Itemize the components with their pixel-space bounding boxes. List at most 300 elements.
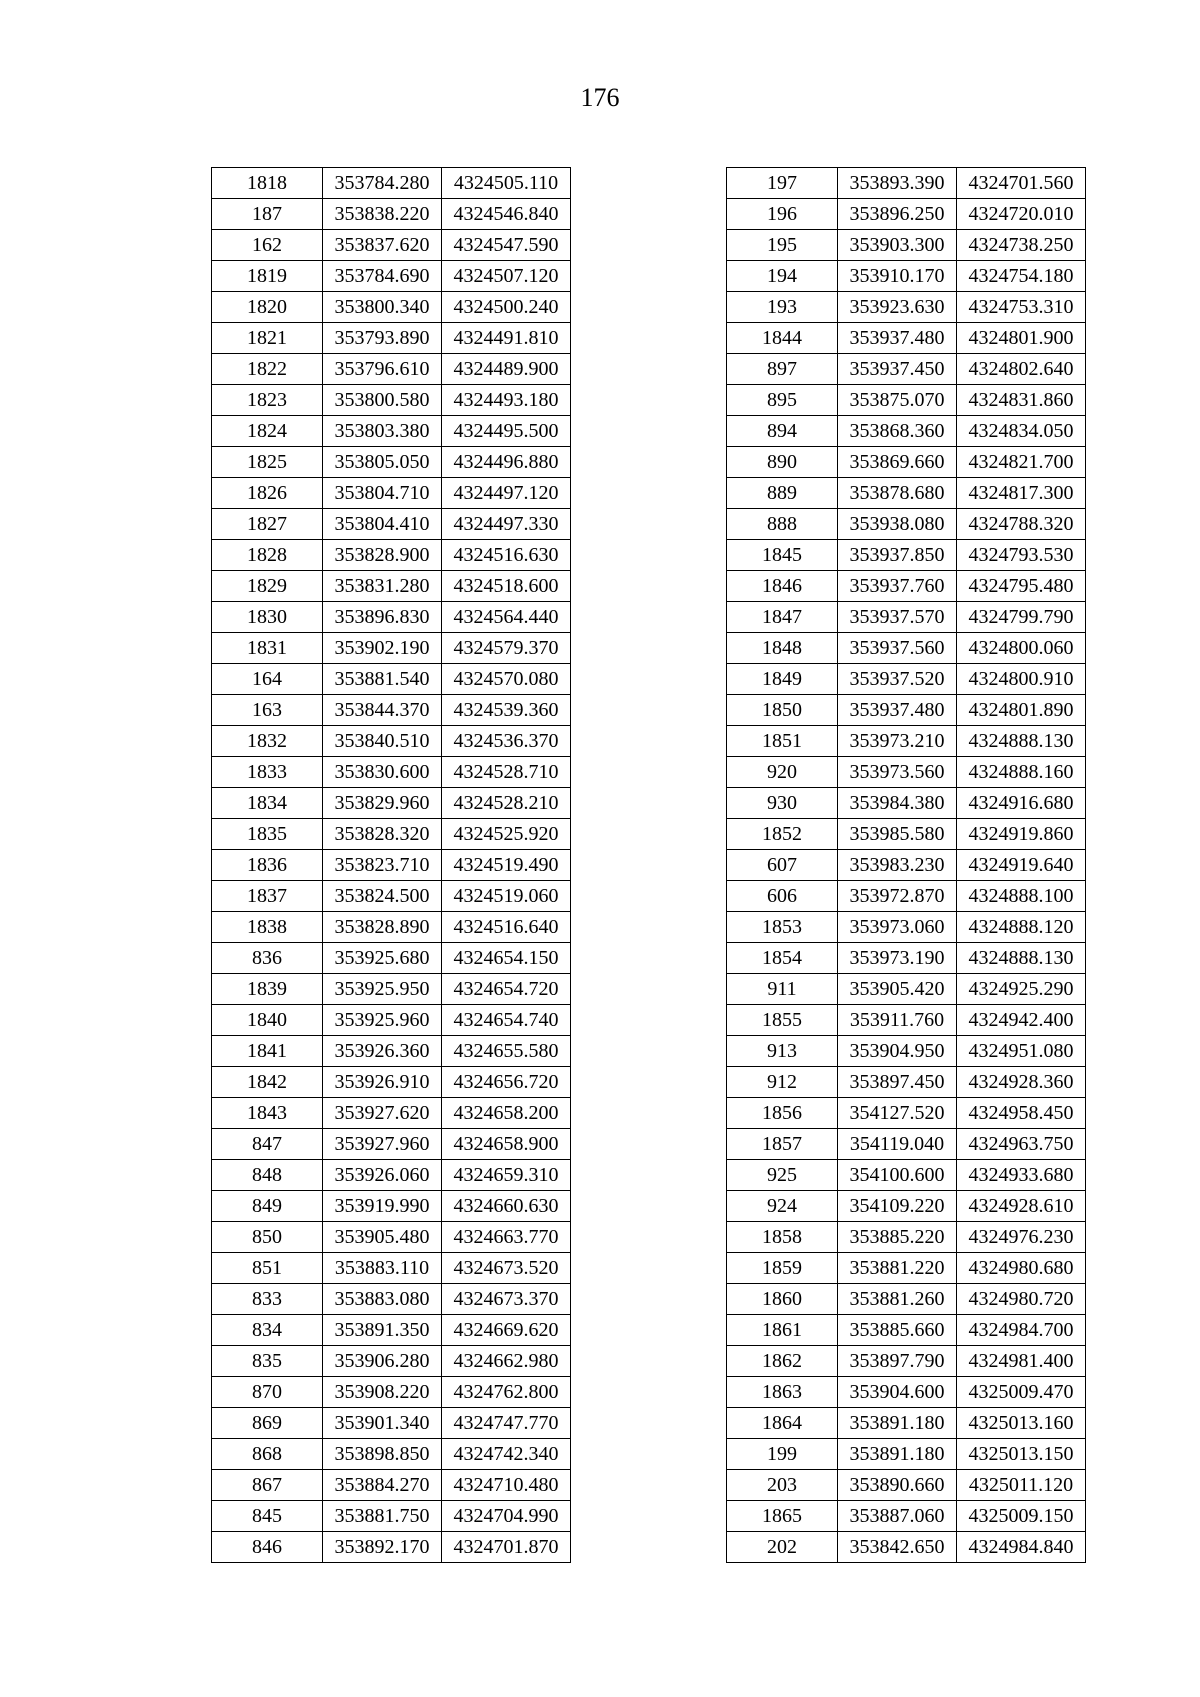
point-id-cell: 1852 bbox=[727, 819, 838, 850]
table-row bbox=[212, 633, 571, 664]
table-row bbox=[212, 1160, 571, 1191]
point-id-cell: 894 bbox=[727, 416, 838, 447]
table-row bbox=[212, 447, 571, 478]
point-id-cell: 895 bbox=[727, 385, 838, 416]
table-row bbox=[727, 881, 1086, 912]
x-coordinate-cell: 354109.220 bbox=[838, 1191, 957, 1222]
point-id-cell: 1848 bbox=[727, 633, 838, 664]
y-coordinate-cell: 4324493.180 bbox=[442, 385, 571, 416]
table-row bbox=[727, 788, 1086, 819]
table-row bbox=[727, 354, 1086, 385]
x-coordinate-cell: 353984.380 bbox=[838, 788, 957, 819]
table-row bbox=[727, 199, 1086, 230]
table-row bbox=[727, 943, 1086, 974]
y-coordinate-cell: 4324801.890 bbox=[957, 695, 1086, 726]
table-row bbox=[212, 788, 571, 819]
coordinate-table-right-body bbox=[727, 168, 1086, 1563]
table-row bbox=[212, 385, 571, 416]
point-id-cell: 845 bbox=[212, 1501, 323, 1532]
x-coordinate-cell: 353911.760 bbox=[838, 1005, 957, 1036]
x-coordinate-cell: 353892.170 bbox=[323, 1532, 442, 1563]
point-id-cell: 1839 bbox=[212, 974, 323, 1005]
y-coordinate-cell: 4324507.120 bbox=[442, 261, 571, 292]
y-coordinate-cell: 4324793.530 bbox=[957, 540, 1086, 571]
point-id-cell: 834 bbox=[212, 1315, 323, 1346]
point-id-cell: 197 bbox=[727, 168, 838, 199]
y-coordinate-cell: 4324888.130 bbox=[957, 943, 1086, 974]
point-id-cell: 1834 bbox=[212, 788, 323, 819]
y-coordinate-cell: 4324491.810 bbox=[442, 323, 571, 354]
y-coordinate-cell: 4324701.560 bbox=[957, 168, 1086, 199]
y-coordinate-cell: 4324656.720 bbox=[442, 1067, 571, 1098]
point-id-cell: 1824 bbox=[212, 416, 323, 447]
point-id-cell: 1836 bbox=[212, 850, 323, 881]
point-id-cell: 1849 bbox=[727, 664, 838, 695]
y-coordinate-cell: 4325011.120 bbox=[957, 1470, 1086, 1501]
table-row bbox=[727, 974, 1086, 1005]
x-coordinate-cell: 353927.620 bbox=[323, 1098, 442, 1129]
y-coordinate-cell: 4324981.400 bbox=[957, 1346, 1086, 1377]
x-coordinate-cell: 353973.210 bbox=[838, 726, 957, 757]
x-coordinate-cell: 353887.060 bbox=[838, 1501, 957, 1532]
table-row bbox=[212, 850, 571, 881]
x-coordinate-cell: 353937.480 bbox=[838, 323, 957, 354]
point-id-cell: 1837 bbox=[212, 881, 323, 912]
y-coordinate-cell: 4324888.130 bbox=[957, 726, 1086, 757]
x-coordinate-cell: 353883.110 bbox=[323, 1253, 442, 1284]
table-row bbox=[727, 1501, 1086, 1532]
table-row bbox=[727, 819, 1086, 850]
y-coordinate-cell: 4324958.450 bbox=[957, 1098, 1086, 1129]
table-row bbox=[212, 261, 571, 292]
point-id-cell: 1860 bbox=[727, 1284, 838, 1315]
point-id-cell: 1862 bbox=[727, 1346, 838, 1377]
y-coordinate-cell: 4324963.750 bbox=[957, 1129, 1086, 1160]
x-coordinate-cell: 353897.790 bbox=[838, 1346, 957, 1377]
table-row bbox=[727, 571, 1086, 602]
y-coordinate-cell: 4324928.610 bbox=[957, 1191, 1086, 1222]
table-row bbox=[727, 633, 1086, 664]
table-row bbox=[727, 478, 1086, 509]
point-id-cell: 897 bbox=[727, 354, 838, 385]
point-id-cell: 920 bbox=[727, 757, 838, 788]
page-number: 176 bbox=[580, 83, 620, 112]
y-coordinate-cell: 4324570.080 bbox=[442, 664, 571, 695]
table-row bbox=[212, 664, 571, 695]
table-row bbox=[212, 1253, 571, 1284]
point-id-cell: 848 bbox=[212, 1160, 323, 1191]
x-coordinate-cell: 353831.280 bbox=[323, 571, 442, 602]
x-coordinate-cell: 353904.600 bbox=[838, 1377, 957, 1408]
point-id-cell: 1856 bbox=[727, 1098, 838, 1129]
y-coordinate-cell: 4324660.630 bbox=[442, 1191, 571, 1222]
point-id-cell: 193 bbox=[727, 292, 838, 323]
table-row bbox=[727, 1439, 1086, 1470]
x-coordinate-cell: 353896.250 bbox=[838, 199, 957, 230]
y-coordinate-cell: 4324654.720 bbox=[442, 974, 571, 1005]
point-id-cell: 194 bbox=[727, 261, 838, 292]
table-row bbox=[727, 757, 1086, 788]
y-coordinate-cell: 4324519.060 bbox=[442, 881, 571, 912]
x-coordinate-cell: 353926.360 bbox=[323, 1036, 442, 1067]
x-coordinate-cell: 353891.180 bbox=[838, 1408, 957, 1439]
y-coordinate-cell: 4324663.770 bbox=[442, 1222, 571, 1253]
point-id-cell: 849 bbox=[212, 1191, 323, 1222]
point-id-cell: 911 bbox=[727, 974, 838, 1005]
x-coordinate-cell: 353893.390 bbox=[838, 168, 957, 199]
table-row bbox=[212, 168, 571, 199]
x-coordinate-cell: 353829.960 bbox=[323, 788, 442, 819]
point-id-cell: 869 bbox=[212, 1408, 323, 1439]
point-id-cell: 1865 bbox=[727, 1501, 838, 1532]
y-coordinate-cell: 4324496.880 bbox=[442, 447, 571, 478]
point-id-cell: 1825 bbox=[212, 447, 323, 478]
table-row bbox=[212, 1098, 571, 1129]
y-coordinate-cell: 4325013.150 bbox=[957, 1439, 1086, 1470]
y-coordinate-cell: 4324738.250 bbox=[957, 230, 1086, 261]
table-row bbox=[727, 664, 1086, 695]
table-row bbox=[727, 385, 1086, 416]
x-coordinate-cell: 353905.420 bbox=[838, 974, 957, 1005]
x-coordinate-cell: 353800.580 bbox=[323, 385, 442, 416]
table-row bbox=[212, 1470, 571, 1501]
x-coordinate-cell: 353784.280 bbox=[323, 168, 442, 199]
table-row bbox=[212, 323, 571, 354]
coordinate-table-left-body bbox=[212, 168, 571, 1563]
point-id-cell: 1838 bbox=[212, 912, 323, 943]
x-coordinate-cell: 353837.620 bbox=[323, 230, 442, 261]
point-id-cell: 833 bbox=[212, 1284, 323, 1315]
table-row bbox=[727, 292, 1086, 323]
x-coordinate-cell: 353937.450 bbox=[838, 354, 957, 385]
point-id-cell: 1835 bbox=[212, 819, 323, 850]
x-coordinate-cell: 353937.520 bbox=[838, 664, 957, 695]
table-row bbox=[727, 1067, 1086, 1098]
point-id-cell: 203 bbox=[727, 1470, 838, 1501]
point-id-cell: 1833 bbox=[212, 757, 323, 788]
x-coordinate-cell: 353824.500 bbox=[323, 881, 442, 912]
point-id-cell: 1822 bbox=[212, 354, 323, 385]
y-coordinate-cell: 4325009.470 bbox=[957, 1377, 1086, 1408]
table-row bbox=[727, 168, 1086, 199]
table-row bbox=[212, 757, 571, 788]
y-coordinate-cell: 4324984.700 bbox=[957, 1315, 1086, 1346]
x-coordinate-cell: 353903.300 bbox=[838, 230, 957, 261]
y-coordinate-cell: 4324495.500 bbox=[442, 416, 571, 447]
x-coordinate-cell: 353878.680 bbox=[838, 478, 957, 509]
x-coordinate-cell: 353844.370 bbox=[323, 695, 442, 726]
y-coordinate-cell: 4324658.200 bbox=[442, 1098, 571, 1129]
table-row bbox=[212, 509, 571, 540]
point-id-cell: 195 bbox=[727, 230, 838, 261]
point-id-cell: 925 bbox=[727, 1160, 838, 1191]
y-coordinate-cell: 4324704.990 bbox=[442, 1501, 571, 1532]
y-coordinate-cell: 4324500.240 bbox=[442, 292, 571, 323]
point-id-cell: 1859 bbox=[727, 1253, 838, 1284]
x-coordinate-cell: 353902.190 bbox=[323, 633, 442, 664]
x-coordinate-cell: 353881.540 bbox=[323, 664, 442, 695]
table-row bbox=[727, 850, 1086, 881]
point-id-cell: 1827 bbox=[212, 509, 323, 540]
x-coordinate-cell: 354100.600 bbox=[838, 1160, 957, 1191]
table-row bbox=[727, 912, 1086, 943]
y-coordinate-cell: 4325009.150 bbox=[957, 1501, 1086, 1532]
point-id-cell: 913 bbox=[727, 1036, 838, 1067]
y-coordinate-cell: 4324788.320 bbox=[957, 509, 1086, 540]
table-row bbox=[212, 1315, 571, 1346]
x-coordinate-cell: 353885.660 bbox=[838, 1315, 957, 1346]
x-coordinate-cell: 353805.050 bbox=[323, 447, 442, 478]
x-coordinate-cell: 353823.710 bbox=[323, 850, 442, 881]
table-row bbox=[727, 1408, 1086, 1439]
point-id-cell: 924 bbox=[727, 1191, 838, 1222]
point-id-cell: 1819 bbox=[212, 261, 323, 292]
y-coordinate-cell: 4324516.630 bbox=[442, 540, 571, 571]
x-coordinate-cell: 353919.990 bbox=[323, 1191, 442, 1222]
y-coordinate-cell: 4324817.300 bbox=[957, 478, 1086, 509]
y-coordinate-cell: 4324701.870 bbox=[442, 1532, 571, 1563]
point-id-cell: 1854 bbox=[727, 943, 838, 974]
table-row bbox=[727, 230, 1086, 261]
point-id-cell: 1830 bbox=[212, 602, 323, 633]
x-coordinate-cell: 353828.320 bbox=[323, 819, 442, 850]
y-coordinate-cell: 4324518.600 bbox=[442, 571, 571, 602]
x-coordinate-cell: 353842.650 bbox=[838, 1532, 957, 1563]
point-id-cell: 1832 bbox=[212, 726, 323, 757]
point-id-cell: 1826 bbox=[212, 478, 323, 509]
y-coordinate-cell: 4324980.720 bbox=[957, 1284, 1086, 1315]
table-row bbox=[212, 1408, 571, 1439]
x-coordinate-cell: 353904.950 bbox=[838, 1036, 957, 1067]
x-coordinate-cell: 353828.900 bbox=[323, 540, 442, 571]
x-coordinate-cell: 353838.220 bbox=[323, 199, 442, 230]
x-coordinate-cell: 353830.600 bbox=[323, 757, 442, 788]
y-coordinate-cell: 4324802.640 bbox=[957, 354, 1086, 385]
x-coordinate-cell: 353973.190 bbox=[838, 943, 957, 974]
point-id-cell: 846 bbox=[212, 1532, 323, 1563]
x-coordinate-cell: 353905.480 bbox=[323, 1222, 442, 1253]
y-coordinate-cell: 4324673.520 bbox=[442, 1253, 571, 1284]
y-coordinate-cell: 4324928.360 bbox=[957, 1067, 1086, 1098]
y-coordinate-cell: 4324516.640 bbox=[442, 912, 571, 943]
point-id-cell: 1855 bbox=[727, 1005, 838, 1036]
table-row bbox=[212, 416, 571, 447]
table-row bbox=[212, 1284, 571, 1315]
point-id-cell: 835 bbox=[212, 1346, 323, 1377]
point-id-cell: 1840 bbox=[212, 1005, 323, 1036]
x-coordinate-cell: 353840.510 bbox=[323, 726, 442, 757]
point-id-cell: 1828 bbox=[212, 540, 323, 571]
x-coordinate-cell: 353890.660 bbox=[838, 1470, 957, 1501]
y-coordinate-cell: 4324831.860 bbox=[957, 385, 1086, 416]
y-coordinate-cell: 4324654.150 bbox=[442, 943, 571, 974]
y-coordinate-cell: 4324539.360 bbox=[442, 695, 571, 726]
table-row bbox=[727, 1346, 1086, 1377]
point-id-cell: 1853 bbox=[727, 912, 838, 943]
y-coordinate-cell: 4324980.680 bbox=[957, 1253, 1086, 1284]
point-id-cell: 888 bbox=[727, 509, 838, 540]
table-row bbox=[727, 1315, 1086, 1346]
point-id-cell: 1846 bbox=[727, 571, 838, 602]
table-row bbox=[727, 261, 1086, 292]
y-coordinate-cell: 4324925.290 bbox=[957, 974, 1086, 1005]
x-coordinate-cell: 353925.950 bbox=[323, 974, 442, 1005]
point-id-cell: 870 bbox=[212, 1377, 323, 1408]
x-coordinate-cell: 354127.520 bbox=[838, 1098, 957, 1129]
y-coordinate-cell: 4324800.910 bbox=[957, 664, 1086, 695]
x-coordinate-cell: 353937.760 bbox=[838, 571, 957, 602]
x-coordinate-cell: 353938.080 bbox=[838, 509, 957, 540]
point-id-cell: 868 bbox=[212, 1439, 323, 1470]
table-row bbox=[727, 323, 1086, 354]
table-row bbox=[727, 540, 1086, 571]
point-id-cell: 1843 bbox=[212, 1098, 323, 1129]
coordinate-table-right bbox=[726, 167, 1086, 1563]
y-coordinate-cell: 4324489.900 bbox=[442, 354, 571, 385]
y-coordinate-cell: 4324984.840 bbox=[957, 1532, 1086, 1563]
point-id-cell: 187 bbox=[212, 199, 323, 230]
y-coordinate-cell: 4324659.310 bbox=[442, 1160, 571, 1191]
point-id-cell: 1864 bbox=[727, 1408, 838, 1439]
x-coordinate-cell: 353927.960 bbox=[323, 1129, 442, 1160]
y-coordinate-cell: 4324579.370 bbox=[442, 633, 571, 664]
table-row bbox=[727, 726, 1086, 757]
x-coordinate-cell: 353885.220 bbox=[838, 1222, 957, 1253]
table-row bbox=[212, 881, 571, 912]
y-coordinate-cell: 4324888.100 bbox=[957, 881, 1086, 912]
y-coordinate-cell: 4324919.640 bbox=[957, 850, 1086, 881]
x-coordinate-cell: 353828.890 bbox=[323, 912, 442, 943]
table-row bbox=[727, 1532, 1086, 1563]
x-coordinate-cell: 353937.570 bbox=[838, 602, 957, 633]
point-id-cell: 196 bbox=[727, 199, 838, 230]
x-coordinate-cell: 353869.660 bbox=[838, 447, 957, 478]
point-id-cell: 1821 bbox=[212, 323, 323, 354]
y-coordinate-cell: 4324834.050 bbox=[957, 416, 1086, 447]
table-row bbox=[212, 478, 571, 509]
table-row bbox=[212, 726, 571, 757]
y-coordinate-cell: 4325013.160 bbox=[957, 1408, 1086, 1439]
table-row bbox=[727, 1284, 1086, 1315]
y-coordinate-cell: 4324497.330 bbox=[442, 509, 571, 540]
x-coordinate-cell: 353985.580 bbox=[838, 819, 957, 850]
point-id-cell: 836 bbox=[212, 943, 323, 974]
table-row bbox=[212, 354, 571, 385]
x-coordinate-cell: 353891.180 bbox=[838, 1439, 957, 1470]
table-row bbox=[212, 1036, 571, 1067]
x-coordinate-cell: 354119.040 bbox=[838, 1129, 957, 1160]
coordinate-table-left bbox=[211, 167, 571, 1563]
table-row bbox=[727, 416, 1086, 447]
x-coordinate-cell: 353925.680 bbox=[323, 943, 442, 974]
y-coordinate-cell: 4324942.400 bbox=[957, 1005, 1086, 1036]
table-row bbox=[212, 1067, 571, 1098]
table-row bbox=[727, 695, 1086, 726]
y-coordinate-cell: 4324919.860 bbox=[957, 819, 1086, 850]
x-coordinate-cell: 353937.480 bbox=[838, 695, 957, 726]
y-coordinate-cell: 4324497.120 bbox=[442, 478, 571, 509]
y-coordinate-cell: 4324658.900 bbox=[442, 1129, 571, 1160]
y-coordinate-cell: 4324801.900 bbox=[957, 323, 1086, 354]
y-coordinate-cell: 4324528.710 bbox=[442, 757, 571, 788]
point-id-cell: 164 bbox=[212, 664, 323, 695]
x-coordinate-cell: 353908.220 bbox=[323, 1377, 442, 1408]
x-coordinate-cell: 353800.340 bbox=[323, 292, 442, 323]
x-coordinate-cell: 353923.630 bbox=[838, 292, 957, 323]
table-row bbox=[212, 292, 571, 323]
y-coordinate-cell: 4324669.620 bbox=[442, 1315, 571, 1346]
x-coordinate-cell: 353937.560 bbox=[838, 633, 957, 664]
y-coordinate-cell: 4324673.370 bbox=[442, 1284, 571, 1315]
x-coordinate-cell: 353926.060 bbox=[323, 1160, 442, 1191]
point-id-cell: 1831 bbox=[212, 633, 323, 664]
point-id-cell: 1858 bbox=[727, 1222, 838, 1253]
y-coordinate-cell: 4324655.580 bbox=[442, 1036, 571, 1067]
point-id-cell: 1863 bbox=[727, 1377, 838, 1408]
x-coordinate-cell: 353793.890 bbox=[323, 323, 442, 354]
y-coordinate-cell: 4324800.060 bbox=[957, 633, 1086, 664]
y-coordinate-cell: 4324546.840 bbox=[442, 199, 571, 230]
y-coordinate-cell: 4324654.740 bbox=[442, 1005, 571, 1036]
x-coordinate-cell: 353881.260 bbox=[838, 1284, 957, 1315]
point-id-cell: 850 bbox=[212, 1222, 323, 1253]
point-id-cell: 1845 bbox=[727, 540, 838, 571]
y-coordinate-cell: 4324799.790 bbox=[957, 602, 1086, 633]
y-coordinate-cell: 4324933.680 bbox=[957, 1160, 1086, 1191]
point-id-cell: 867 bbox=[212, 1470, 323, 1501]
point-id-cell: 1857 bbox=[727, 1129, 838, 1160]
x-coordinate-cell: 353925.960 bbox=[323, 1005, 442, 1036]
y-coordinate-cell: 4324916.680 bbox=[957, 788, 1086, 819]
table-row bbox=[212, 230, 571, 261]
point-id-cell: 1851 bbox=[727, 726, 838, 757]
table-row bbox=[727, 602, 1086, 633]
table-row bbox=[727, 1005, 1086, 1036]
table-row bbox=[212, 602, 571, 633]
point-id-cell: 1850 bbox=[727, 695, 838, 726]
x-coordinate-cell: 353937.850 bbox=[838, 540, 957, 571]
point-id-cell: 163 bbox=[212, 695, 323, 726]
y-coordinate-cell: 4324753.310 bbox=[957, 292, 1086, 323]
y-coordinate-cell: 4324762.800 bbox=[442, 1377, 571, 1408]
y-coordinate-cell: 4324951.080 bbox=[957, 1036, 1086, 1067]
table-row bbox=[727, 1191, 1086, 1222]
x-coordinate-cell: 353881.220 bbox=[838, 1253, 957, 1284]
point-id-cell: 1841 bbox=[212, 1036, 323, 1067]
table-row bbox=[727, 1160, 1086, 1191]
table-row bbox=[212, 819, 571, 850]
y-coordinate-cell: 4324547.590 bbox=[442, 230, 571, 261]
point-id-cell: 1844 bbox=[727, 323, 838, 354]
x-coordinate-cell: 353973.560 bbox=[838, 757, 957, 788]
table-row bbox=[212, 1129, 571, 1160]
table-row bbox=[212, 199, 571, 230]
x-coordinate-cell: 353803.380 bbox=[323, 416, 442, 447]
x-coordinate-cell: 353804.410 bbox=[323, 509, 442, 540]
table-row bbox=[212, 571, 571, 602]
x-coordinate-cell: 353784.690 bbox=[323, 261, 442, 292]
table-row bbox=[727, 1098, 1086, 1129]
point-id-cell: 889 bbox=[727, 478, 838, 509]
y-coordinate-cell: 4324754.180 bbox=[957, 261, 1086, 292]
point-id-cell: 1820 bbox=[212, 292, 323, 323]
x-coordinate-cell: 353883.080 bbox=[323, 1284, 442, 1315]
table-row bbox=[212, 1191, 571, 1222]
x-coordinate-cell: 353868.360 bbox=[838, 416, 957, 447]
table-row bbox=[212, 943, 571, 974]
y-coordinate-cell: 4324888.120 bbox=[957, 912, 1086, 943]
table-row bbox=[727, 1253, 1086, 1284]
